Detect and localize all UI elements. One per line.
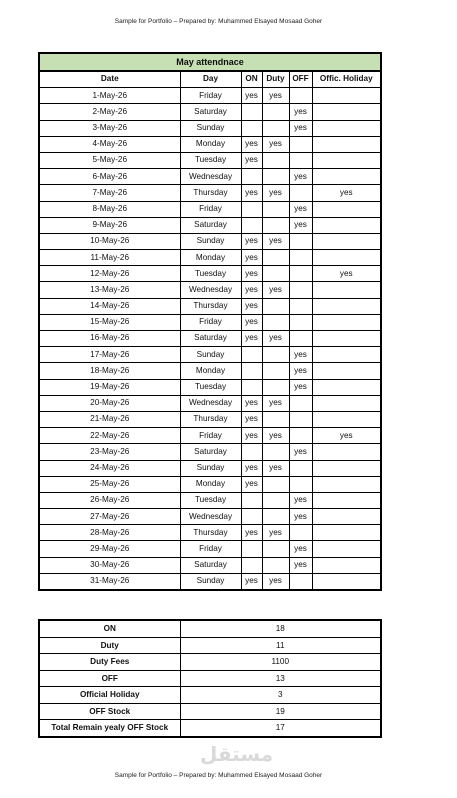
cell-off: yes bbox=[289, 120, 312, 136]
table-row bbox=[39, 428, 381, 444]
cell-duty: yes bbox=[262, 331, 289, 347]
cell-off: yes bbox=[289, 557, 312, 573]
summary-value: 18 bbox=[180, 620, 381, 637]
cell-date: 27-May-26 bbox=[39, 509, 180, 525]
table-row bbox=[39, 395, 381, 411]
cell-off bbox=[289, 152, 312, 168]
cell-official-holiday bbox=[312, 88, 381, 104]
cell-off bbox=[289, 331, 312, 347]
summary-label: Duty bbox=[39, 637, 180, 654]
table-row bbox=[39, 250, 381, 266]
cell-off bbox=[289, 460, 312, 476]
cell-on bbox=[241, 363, 262, 379]
cell-off: yes bbox=[289, 347, 312, 363]
table-row bbox=[39, 120, 381, 136]
cell-official-holiday: yes bbox=[312, 185, 381, 201]
cell-date: 12-May-26 bbox=[39, 266, 180, 282]
table-row bbox=[39, 298, 381, 314]
cell-duty bbox=[262, 509, 289, 525]
cell-date: 26-May-26 bbox=[39, 492, 180, 508]
column-header-off: OFF bbox=[289, 71, 312, 88]
table-row bbox=[39, 541, 381, 557]
cell-day: Saturday bbox=[180, 331, 241, 347]
cell-official-holiday bbox=[312, 152, 381, 168]
cell-on: yes bbox=[241, 266, 262, 282]
table-row bbox=[39, 233, 381, 249]
cell-on bbox=[241, 557, 262, 573]
cell-official-holiday bbox=[312, 120, 381, 136]
cell-duty: yes bbox=[262, 88, 289, 104]
table-row bbox=[39, 152, 381, 168]
column-header-official-holiday: Offic. Holiday bbox=[312, 71, 381, 88]
cell-official-holiday bbox=[312, 169, 381, 185]
cell-official-holiday bbox=[312, 363, 381, 379]
cell-date: 7-May-26 bbox=[39, 185, 180, 201]
cell-on: yes bbox=[241, 152, 262, 168]
cell-date: 31-May-26 bbox=[39, 573, 180, 590]
cell-date: 18-May-26 bbox=[39, 363, 180, 379]
cell-duty bbox=[262, 266, 289, 282]
summary-value: 3 bbox=[180, 687, 381, 704]
cell-off: yes bbox=[289, 444, 312, 460]
table-row bbox=[39, 363, 381, 379]
cell-duty bbox=[262, 476, 289, 492]
cell-duty bbox=[262, 217, 289, 233]
cell-on bbox=[241, 379, 262, 395]
cell-day: Thursday bbox=[180, 525, 241, 541]
cell-official-holiday bbox=[312, 201, 381, 217]
cell-on: yes bbox=[241, 525, 262, 541]
cell-off bbox=[289, 525, 312, 541]
column-header-day: Day bbox=[180, 71, 241, 88]
attendance-table bbox=[38, 52, 382, 591]
cell-duty bbox=[262, 298, 289, 314]
cell-on bbox=[241, 541, 262, 557]
cell-date: 16-May-26 bbox=[39, 331, 180, 347]
cell-on bbox=[241, 201, 262, 217]
cell-date: 13-May-26 bbox=[39, 282, 180, 298]
cell-off bbox=[289, 136, 312, 152]
summary-value: 1100 bbox=[180, 654, 381, 671]
table-row bbox=[39, 282, 381, 298]
table-row bbox=[39, 331, 381, 347]
cell-duty bbox=[262, 347, 289, 363]
cell-day: Monday bbox=[180, 250, 241, 266]
cell-duty bbox=[262, 379, 289, 395]
cell-date: 15-May-26 bbox=[39, 314, 180, 330]
table-row bbox=[39, 88, 381, 104]
cell-official-holiday bbox=[312, 509, 381, 525]
cell-duty: yes bbox=[262, 282, 289, 298]
cell-day: Friday bbox=[180, 314, 241, 330]
cell-on: yes bbox=[241, 298, 262, 314]
cell-off: yes bbox=[289, 104, 312, 120]
cell-date: 10-May-26 bbox=[39, 233, 180, 249]
cell-official-holiday bbox=[312, 347, 381, 363]
table-row bbox=[39, 266, 381, 282]
cell-date: 25-May-26 bbox=[39, 476, 180, 492]
table-row bbox=[39, 411, 381, 427]
cell-on: yes bbox=[241, 185, 262, 201]
cell-off bbox=[289, 314, 312, 330]
cell-duty bbox=[262, 557, 289, 573]
cell-day: Friday bbox=[180, 541, 241, 557]
cell-duty bbox=[262, 314, 289, 330]
cell-date: 14-May-26 bbox=[39, 298, 180, 314]
cell-official-holiday bbox=[312, 395, 381, 411]
cell-on bbox=[241, 509, 262, 525]
cell-off bbox=[289, 250, 312, 266]
cell-on: yes bbox=[241, 573, 262, 590]
cell-official-holiday bbox=[312, 233, 381, 249]
cell-on bbox=[241, 492, 262, 508]
column-header-date: Date bbox=[39, 71, 180, 88]
cell-on bbox=[241, 104, 262, 120]
table-row bbox=[39, 185, 381, 201]
cell-day: Friday bbox=[180, 88, 241, 104]
cell-on bbox=[241, 169, 262, 185]
cell-day: Tuesday bbox=[180, 492, 241, 508]
cell-on: yes bbox=[241, 395, 262, 411]
table-row bbox=[39, 557, 381, 573]
cell-official-holiday bbox=[312, 476, 381, 492]
cell-official-holiday: yes bbox=[312, 266, 381, 282]
summary-label: OFF Stock bbox=[39, 703, 180, 720]
cell-day: Sunday bbox=[180, 460, 241, 476]
table-row bbox=[39, 476, 381, 492]
attendance-body bbox=[39, 88, 381, 590]
cell-official-holiday bbox=[312, 282, 381, 298]
cell-off bbox=[289, 282, 312, 298]
cell-official-holiday bbox=[312, 411, 381, 427]
cell-date: 21-May-26 bbox=[39, 411, 180, 427]
table-row bbox=[39, 347, 381, 363]
cell-day: Thursday bbox=[180, 185, 241, 201]
cell-day: Thursday bbox=[180, 411, 241, 427]
cell-date: 11-May-26 bbox=[39, 250, 180, 266]
table-row bbox=[39, 525, 381, 541]
cell-on: yes bbox=[241, 282, 262, 298]
summary-label: Total Remain yealy OFF Stock bbox=[39, 720, 180, 737]
cell-duty bbox=[262, 169, 289, 185]
cell-duty: yes bbox=[262, 395, 289, 411]
table-row bbox=[39, 169, 381, 185]
cell-duty bbox=[262, 201, 289, 217]
cell-duty bbox=[262, 152, 289, 168]
cell-duty bbox=[262, 444, 289, 460]
cell-official-holiday bbox=[312, 331, 381, 347]
cell-duty: yes bbox=[262, 525, 289, 541]
table-row bbox=[39, 314, 381, 330]
cell-day: Friday bbox=[180, 428, 241, 444]
table-row bbox=[39, 509, 381, 525]
summary-value: 17 bbox=[180, 720, 381, 737]
cell-duty bbox=[262, 250, 289, 266]
cell-on: yes bbox=[241, 233, 262, 249]
cell-day: Friday bbox=[180, 201, 241, 217]
cell-day: Tuesday bbox=[180, 379, 241, 395]
summary-label: Official Holiday bbox=[39, 687, 180, 704]
table-row bbox=[39, 136, 381, 152]
cell-date: 3-May-26 bbox=[39, 120, 180, 136]
cell-official-holiday bbox=[312, 136, 381, 152]
cell-off bbox=[289, 298, 312, 314]
cell-date: 30-May-26 bbox=[39, 557, 180, 573]
cell-off bbox=[289, 476, 312, 492]
cell-day: Saturday bbox=[180, 217, 241, 233]
summary-label: Duty Fees bbox=[39, 654, 180, 671]
cell-off bbox=[289, 185, 312, 201]
cell-off: yes bbox=[289, 217, 312, 233]
summary-value: 11 bbox=[180, 637, 381, 654]
cell-off: yes bbox=[289, 541, 312, 557]
summary-row bbox=[39, 703, 381, 720]
cell-official-holiday bbox=[312, 379, 381, 395]
cell-official-holiday: yes bbox=[312, 428, 381, 444]
cell-off bbox=[289, 428, 312, 444]
cell-duty bbox=[262, 541, 289, 557]
cell-off: yes bbox=[289, 363, 312, 379]
table-row bbox=[39, 444, 381, 460]
cell-off bbox=[289, 411, 312, 427]
cell-date: 1-May-26 bbox=[39, 88, 180, 104]
cell-official-holiday bbox=[312, 250, 381, 266]
header-note: Sample for Portfolio – Prepared by: Muhammed Elsayed Mosaad Goher bbox=[114, 18, 323, 25]
cell-official-holiday bbox=[312, 557, 381, 573]
cell-official-holiday bbox=[312, 444, 381, 460]
cell-duty: yes bbox=[262, 185, 289, 201]
table-row bbox=[39, 379, 381, 395]
summary-row bbox=[39, 670, 381, 687]
summary-row bbox=[39, 687, 381, 704]
cell-on bbox=[241, 347, 262, 363]
cell-day: Wednesday bbox=[180, 395, 241, 411]
cell-off bbox=[289, 88, 312, 104]
cell-on: yes bbox=[241, 314, 262, 330]
watermark-logo: مستقل bbox=[200, 744, 274, 766]
cell-duty: yes bbox=[262, 136, 289, 152]
cell-duty bbox=[262, 104, 289, 120]
cell-off bbox=[289, 233, 312, 249]
cell-date: 29-May-26 bbox=[39, 541, 180, 557]
cell-off: yes bbox=[289, 492, 312, 508]
cell-duty bbox=[262, 363, 289, 379]
footer-note: Sample for Portfolio – Prepared by: Muhammed Elsayed Mosaad Goher bbox=[114, 772, 323, 779]
cell-duty bbox=[262, 411, 289, 427]
cell-day: Monday bbox=[180, 136, 241, 152]
cell-duty: yes bbox=[262, 428, 289, 444]
cell-date: 9-May-26 bbox=[39, 217, 180, 233]
cell-official-holiday bbox=[312, 573, 381, 590]
summary-body bbox=[39, 620, 381, 737]
summary-row bbox=[39, 654, 381, 671]
cell-day: Sunday bbox=[180, 120, 241, 136]
cell-on: yes bbox=[241, 428, 262, 444]
cell-official-holiday bbox=[312, 541, 381, 557]
cell-date: 20-May-26 bbox=[39, 395, 180, 411]
cell-day: Wednesday bbox=[180, 509, 241, 525]
cell-on: yes bbox=[241, 250, 262, 266]
cell-date: 22-May-26 bbox=[39, 428, 180, 444]
cell-on: yes bbox=[241, 411, 262, 427]
cell-official-holiday bbox=[312, 298, 381, 314]
summary-row bbox=[39, 620, 381, 637]
cell-day: Wednesday bbox=[180, 282, 241, 298]
table-row bbox=[39, 573, 381, 590]
cell-off: yes bbox=[289, 379, 312, 395]
cell-day: Sunday bbox=[180, 573, 241, 590]
cell-date: 8-May-26 bbox=[39, 201, 180, 217]
cell-off bbox=[289, 266, 312, 282]
table-title: May attendnace bbox=[39, 53, 381, 71]
cell-official-holiday bbox=[312, 492, 381, 508]
cell-on: yes bbox=[241, 460, 262, 476]
cell-date: 24-May-26 bbox=[39, 460, 180, 476]
summary-table bbox=[38, 619, 382, 738]
summary-value: 13 bbox=[180, 670, 381, 687]
cell-on bbox=[241, 120, 262, 136]
cell-day: Sunday bbox=[180, 347, 241, 363]
cell-duty: yes bbox=[262, 573, 289, 590]
cell-date: 23-May-26 bbox=[39, 444, 180, 460]
cell-day: Tuesday bbox=[180, 152, 241, 168]
summary-row bbox=[39, 637, 381, 654]
cell-on bbox=[241, 444, 262, 460]
summary-label: ON bbox=[39, 620, 180, 637]
cell-on: yes bbox=[241, 476, 262, 492]
cell-date: 6-May-26 bbox=[39, 169, 180, 185]
cell-date: 28-May-26 bbox=[39, 525, 180, 541]
summary-row bbox=[39, 720, 381, 737]
table-row bbox=[39, 492, 381, 508]
cell-date: 4-May-26 bbox=[39, 136, 180, 152]
table-row bbox=[39, 201, 381, 217]
cell-on bbox=[241, 217, 262, 233]
cell-duty: yes bbox=[262, 460, 289, 476]
cell-day: Monday bbox=[180, 476, 241, 492]
cell-on: yes bbox=[241, 136, 262, 152]
cell-day: Saturday bbox=[180, 104, 241, 120]
cell-official-holiday bbox=[312, 460, 381, 476]
cell-date: 17-May-26 bbox=[39, 347, 180, 363]
column-header-duty: Duty bbox=[262, 71, 289, 88]
cell-off bbox=[289, 395, 312, 411]
table-row bbox=[39, 460, 381, 476]
cell-duty: yes bbox=[262, 233, 289, 249]
column-header-on: ON bbox=[241, 71, 262, 88]
cell-on: yes bbox=[241, 331, 262, 347]
table-row bbox=[39, 104, 381, 120]
cell-date: 19-May-26 bbox=[39, 379, 180, 395]
cell-official-holiday bbox=[312, 104, 381, 120]
cell-date: 2-May-26 bbox=[39, 104, 180, 120]
cell-duty bbox=[262, 492, 289, 508]
cell-day: Saturday bbox=[180, 444, 241, 460]
cell-duty bbox=[262, 120, 289, 136]
table-row bbox=[39, 217, 381, 233]
cell-off: yes bbox=[289, 201, 312, 217]
cell-on: yes bbox=[241, 88, 262, 104]
cell-date: 5-May-26 bbox=[39, 152, 180, 168]
summary-label: OFF bbox=[39, 670, 180, 687]
cell-official-holiday bbox=[312, 525, 381, 541]
summary-value: 19 bbox=[180, 703, 381, 720]
cell-day: Wednesday bbox=[180, 169, 241, 185]
cell-day: Tuesday bbox=[180, 266, 241, 282]
cell-official-holiday bbox=[312, 217, 381, 233]
cell-off: yes bbox=[289, 169, 312, 185]
table-header-row bbox=[39, 71, 381, 88]
cell-day: Thursday bbox=[180, 298, 241, 314]
cell-day: Monday bbox=[180, 363, 241, 379]
cell-day: Sunday bbox=[180, 233, 241, 249]
cell-day: Saturday bbox=[180, 557, 241, 573]
cell-off bbox=[289, 573, 312, 590]
cell-official-holiday bbox=[312, 314, 381, 330]
cell-off: yes bbox=[289, 509, 312, 525]
